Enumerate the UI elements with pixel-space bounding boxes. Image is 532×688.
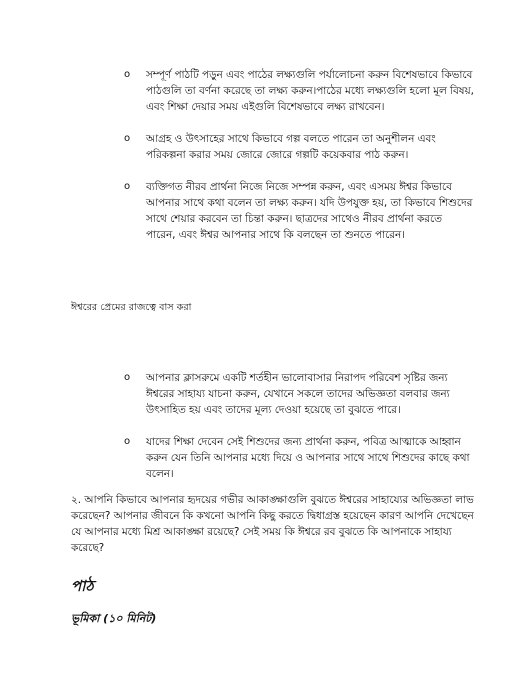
list-item-text: যাদের শিক্ষা দেবেন সেই শিশুদের জন্য প্রার্থনা করুন, পবিত্র আত্মাকে আহ্বান করুন যেন তিনি আপনার মধ্যে দিয়ে ও আপনার সাথে সাথে শিশুদের কাছে কথা বলেন। [146,436,470,480]
list-item [124,179,474,243]
prayer-list [124,370,474,498]
circle-bullet-icon: o [124,372,131,383]
circle-bullet-icon: o [124,69,131,80]
list-item-text: ব্যক্তিগত নীরব প্রার্থনা নিজে নিজে সম্পন্ন করুন, এবং এসময় ঈশ্বর কিভাবে আপনার সাথে কথা বলেন তা লক্ষ্য করুন। যদি উপযুক্ত হয়, তা কিভাবে শিশুদের সাথে শেয়ার করবেন তা চিন্তা করুন। ছাত্রদের সাথেও নীরব প্রার্থনা করতে পারেন, এবং ঈশ্বর আপনার সাথে কি বলছেন তা শুনতে পারেন। [146,181,473,241]
circle-bullet-icon: o [124,133,131,144]
list-item [124,67,474,115]
list-item [124,370,474,418]
section-heading: ঈশ্বরের প্রেমের রাজত্বে বাস করা [71,302,192,313]
circle-bullet-icon: o [124,181,131,192]
lesson-heading: পাঠ [71,577,94,595]
list-item-text: আগ্রহ ও উৎসাহের সাথে কিভাবে গল্প বলতে পারেন তা অনুশীলন এবং পরিকল্পনা করার সময় জোরে জোরে গল্পটি কয়েকবার পাঠ করুন। [146,133,436,161]
intro-heading: ভূমিকা (১০ মিনিট) [71,612,157,625]
circle-bullet-icon: o [124,436,131,447]
list-item [124,131,474,163]
list-item-text: সম্পূর্ণ পাঠটি পড়ুন এবং পাঠের লক্ষ্যগুলি পর্যালোচনা করুন বিশেষভাবে কিভাবে পাঠগুলি তা বর্ণনা করেছে তা লক্ষ্য করুন।পাঠের মধ্যে লক্ষ্যগুলি হলো মূল বিষয়, এবং শিক্ষা দেয়ার সময় এইগুলি বিশেষভাবে লক্ষ্য রাখবেন। [146,69,474,113]
reflection-question: ২. আপনি কিভাবে আপনার হৃদয়ের গভীর আকাঙ্ক্ষাগুলি বুঝতে ঈশ্বরের সাহায্যের অভিজ্ঞতা লাভ করেছেন? আপনার জীবনে কি কখনো আপনি কিছু করতে দ্বিধাগ্রস্ত হয়েছেন কারণ আপনি দেখেছেন যে আপনার মধ্যে মিশ্র আকাঙ্ক্ষা রয়েছে? সেই সময় কি ঈশ্বরে রব বুঝতে কি আপনাকে সাহায্য করেছে? [71,494,474,554]
list-item [124,434,474,482]
list-item-text: আপনার ক্লাসরুমে একটি শর্তহীন ভালোবাসার নিরাপদ পরিবেশ সৃষ্টির জন্য ঈশ্বরের সাহায্য যাচনা করুন, যেখানে সকলে তাদের অভিজ্ঞতা বলবার জন্য উৎসাহিত হয় এবং তাদের মূল্য দেওয়া হয়েছে তা বুঝতে পারে। [146,372,450,416]
preparation-list [124,67,474,259]
